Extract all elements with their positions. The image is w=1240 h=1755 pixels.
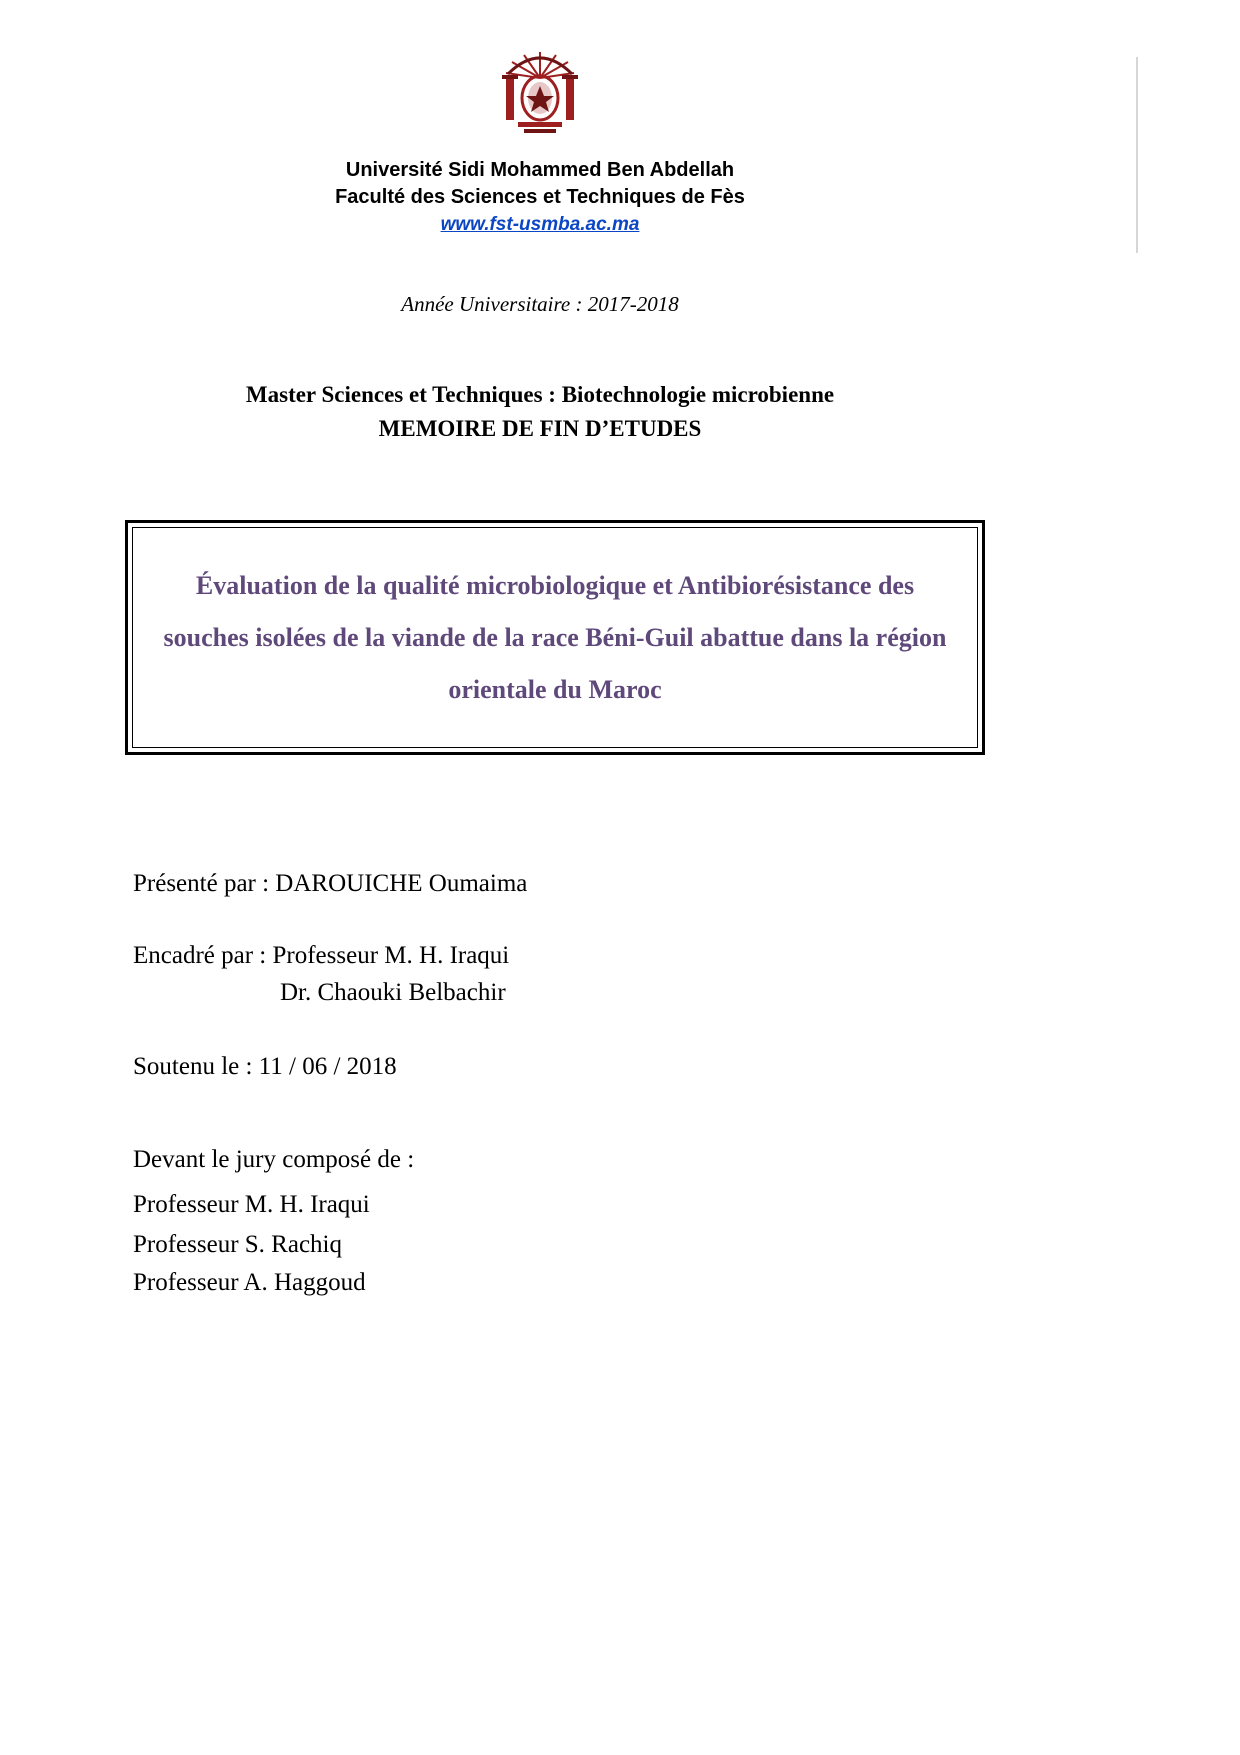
jury-member: Professeur A. Haggoud xyxy=(133,1269,366,1296)
document-type: MEMOIRE DE FIN D’ETUDES xyxy=(378,416,702,441)
university-logo xyxy=(0,48,1080,149)
university-emblem-icon xyxy=(484,48,596,149)
thesis-title-box-inner xyxy=(132,527,978,748)
program-block xyxy=(0,378,1080,446)
academic-year: Année Universitaire : 2017-2018 xyxy=(401,292,679,316)
program-name: Master Sciences et Techniques : Biotechnologie microbienne xyxy=(245,382,835,407)
supervised-by: Encadré par : Professeur M. H. Iraqui xyxy=(133,942,510,969)
jury-member: Professeur S. Rachiq xyxy=(133,1231,342,1258)
thesis-title: Évaluation de la qualité microbiologique et Antibiorésistance des souches isolées de la viande de la race Béni-Guil abattue dans la région orientale du Maroc xyxy=(163,570,947,704)
co-supervisor: Dr. Chaouki Belbachir xyxy=(280,979,506,1006)
jury-member: Professeur M. H. Iraqui xyxy=(133,1191,370,1218)
university-name: Université Sidi Mohammed Ben Abdellah xyxy=(345,159,735,181)
university-website-link[interactable]: www.fst-usmba.ac.ma xyxy=(440,214,640,235)
faculty-name: Faculté des Sciences et Techniques de Fès xyxy=(335,186,745,208)
thesis-title-box xyxy=(125,520,985,755)
header xyxy=(0,48,1080,236)
page-edge-line xyxy=(1136,57,1138,253)
defense-date: Soutenu le : 11 / 06 / 2018 xyxy=(133,1053,397,1080)
presented-by: Présenté par : DAROUICHE Oumaima xyxy=(133,870,528,897)
jury-heading: Devant le jury composé de : xyxy=(133,1146,415,1173)
